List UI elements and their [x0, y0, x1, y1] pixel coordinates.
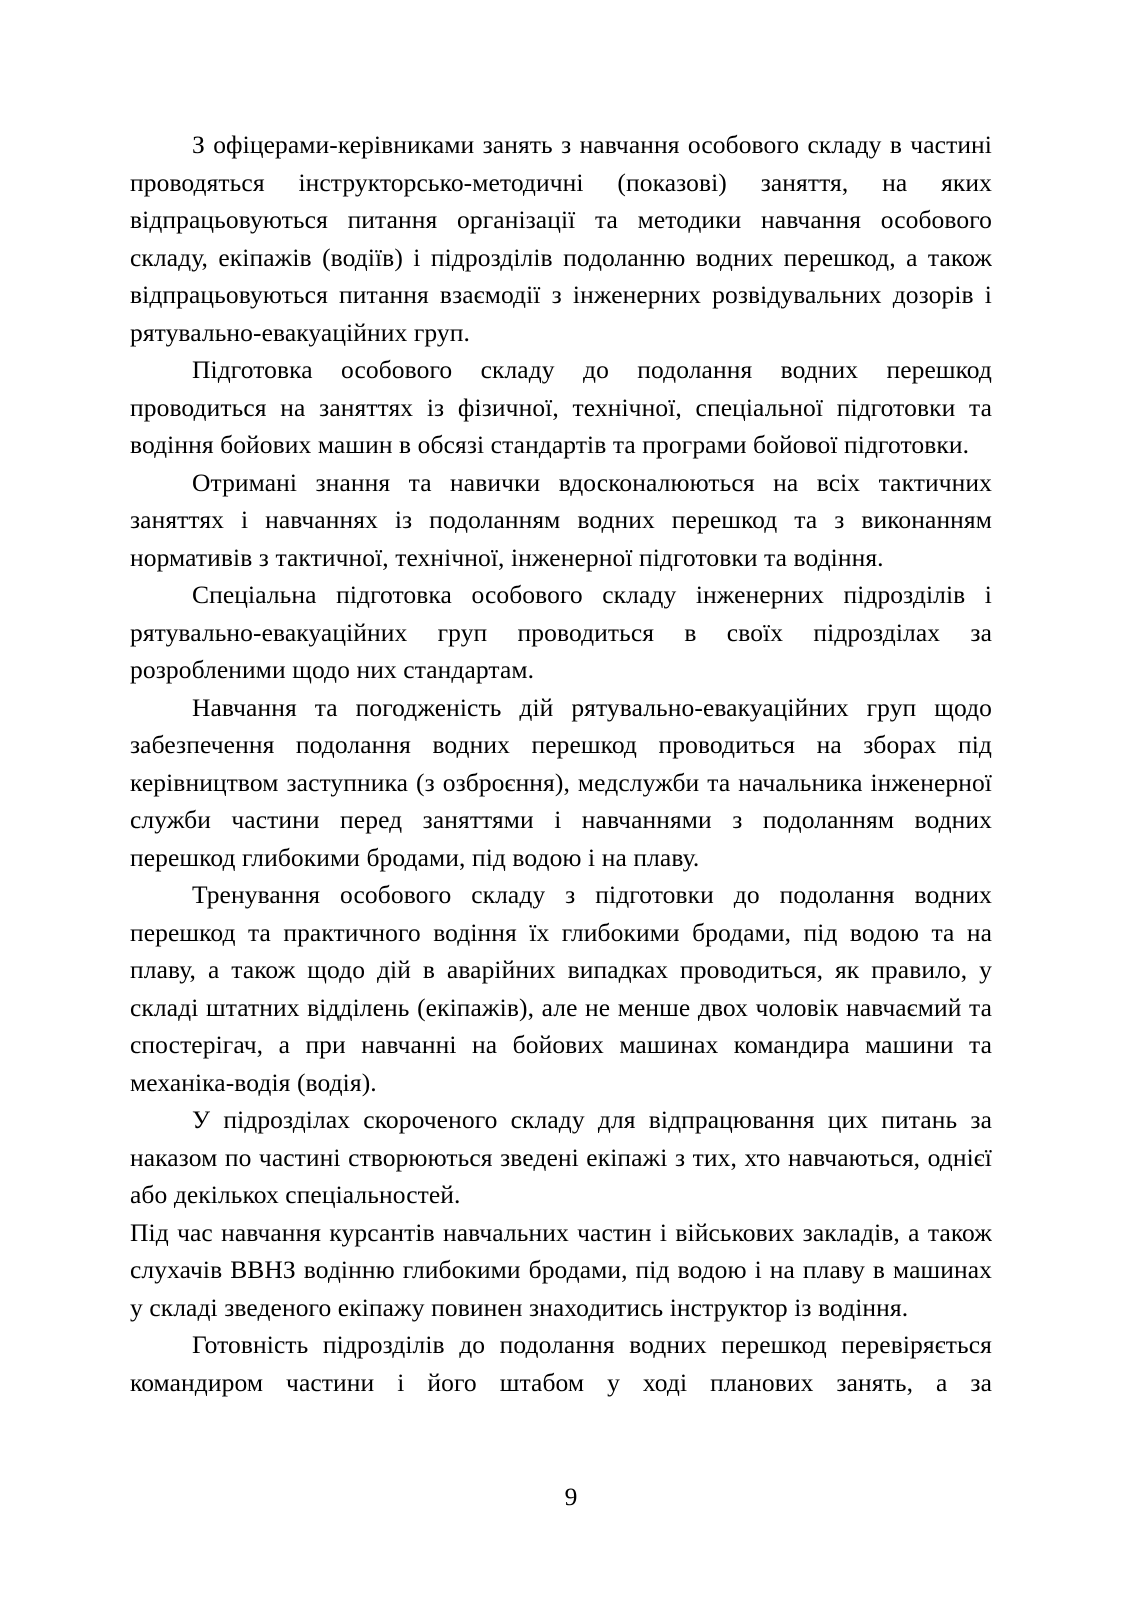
paragraph-8: Під час навчання курсантів навчальних частин і військових закладів, а також слухачів ВВНЗ водінню глибокими бродами, під водою і на плаву в машинах у складі зведеного екіпажу повинен знаходитись інструктор із водіння.	[130, 1217, 992, 1322]
paragraph-6: Тренування особового складу з підготовки до подолання водних перешкод та практичного водіння їх глибокими бродами, під водою та на плаву, а також щодо дій в аварійних випадках проводиться, як правило, у складі штатних відділень (екіпажів), але не менше двох чоловік навчаємий та спостерігач, а при навчанні на бойових машинах командира машини та механіка-водія (водія).	[130, 880, 992, 1097]
paragraph-1: З офіцерами-керівниками занять з навчання особового складу в частині проводяться інструкторсько-методичні (показові) заняття, на яких відпрацьовуються питання організації та методики навчання особового складу, екіпажів (водіїв) і підрозділів подоланню водних перешкод, а також відпрацьовуються питання взаємодії з інженерних розвідувальних дозорів і рятувально-евакуаційних груп.	[130, 130, 992, 347]
page-number: 9	[564, 1482, 578, 1511]
document-text-body	[130, 126, 992, 1401]
paragraph-2: Підготовка особового складу до подолання водних перешкод проводиться на заняттях із фізичної, технічної, спеціальної підготовки та водіння бойових машин в обсязі стандартів та програми бойової підготовки.	[130, 355, 992, 459]
paragraph-9: Готовність підрозділів до подолання водних перешкод перевіряється командиром частини і його штабом у ході планових занять, а за	[130, 1330, 992, 1397]
paragraph-5: Навчання та погодженість дій рятувально-евакуаційних груп щодо забезпечення подолання водних перешкод проводиться на зборах під керівництвом заступника (з озброєння), медслужби та начальника інженерної служби частини перед заняттями і навчаннями з подоланням водних перешкод глибокими бродами, під водою і на плаву.	[130, 692, 992, 872]
paragraph-7: У підрозділах скороченого складу для відпрацювання цих питань за наказом по частині створюються зведені екіпажі з тих, хто навчаються, однієї або декількох спеціальностей.	[130, 1105, 992, 1209]
paragraph-4: Спеціальна підготовка особового складу інженерних підрозділів і рятувально-евакуаційних груп проводиться в своїх підрозділах за розробленими щодо них стандартам.	[130, 580, 992, 684]
paragraph-3: Отримані знання та навички вдосконалюються на всіх тактичних заняттях і навчаннях із подоланням водних перешкод та з виконанням нормативів з тактичної, технічної, інженерної підготовки та водіння.	[130, 467, 992, 572]
